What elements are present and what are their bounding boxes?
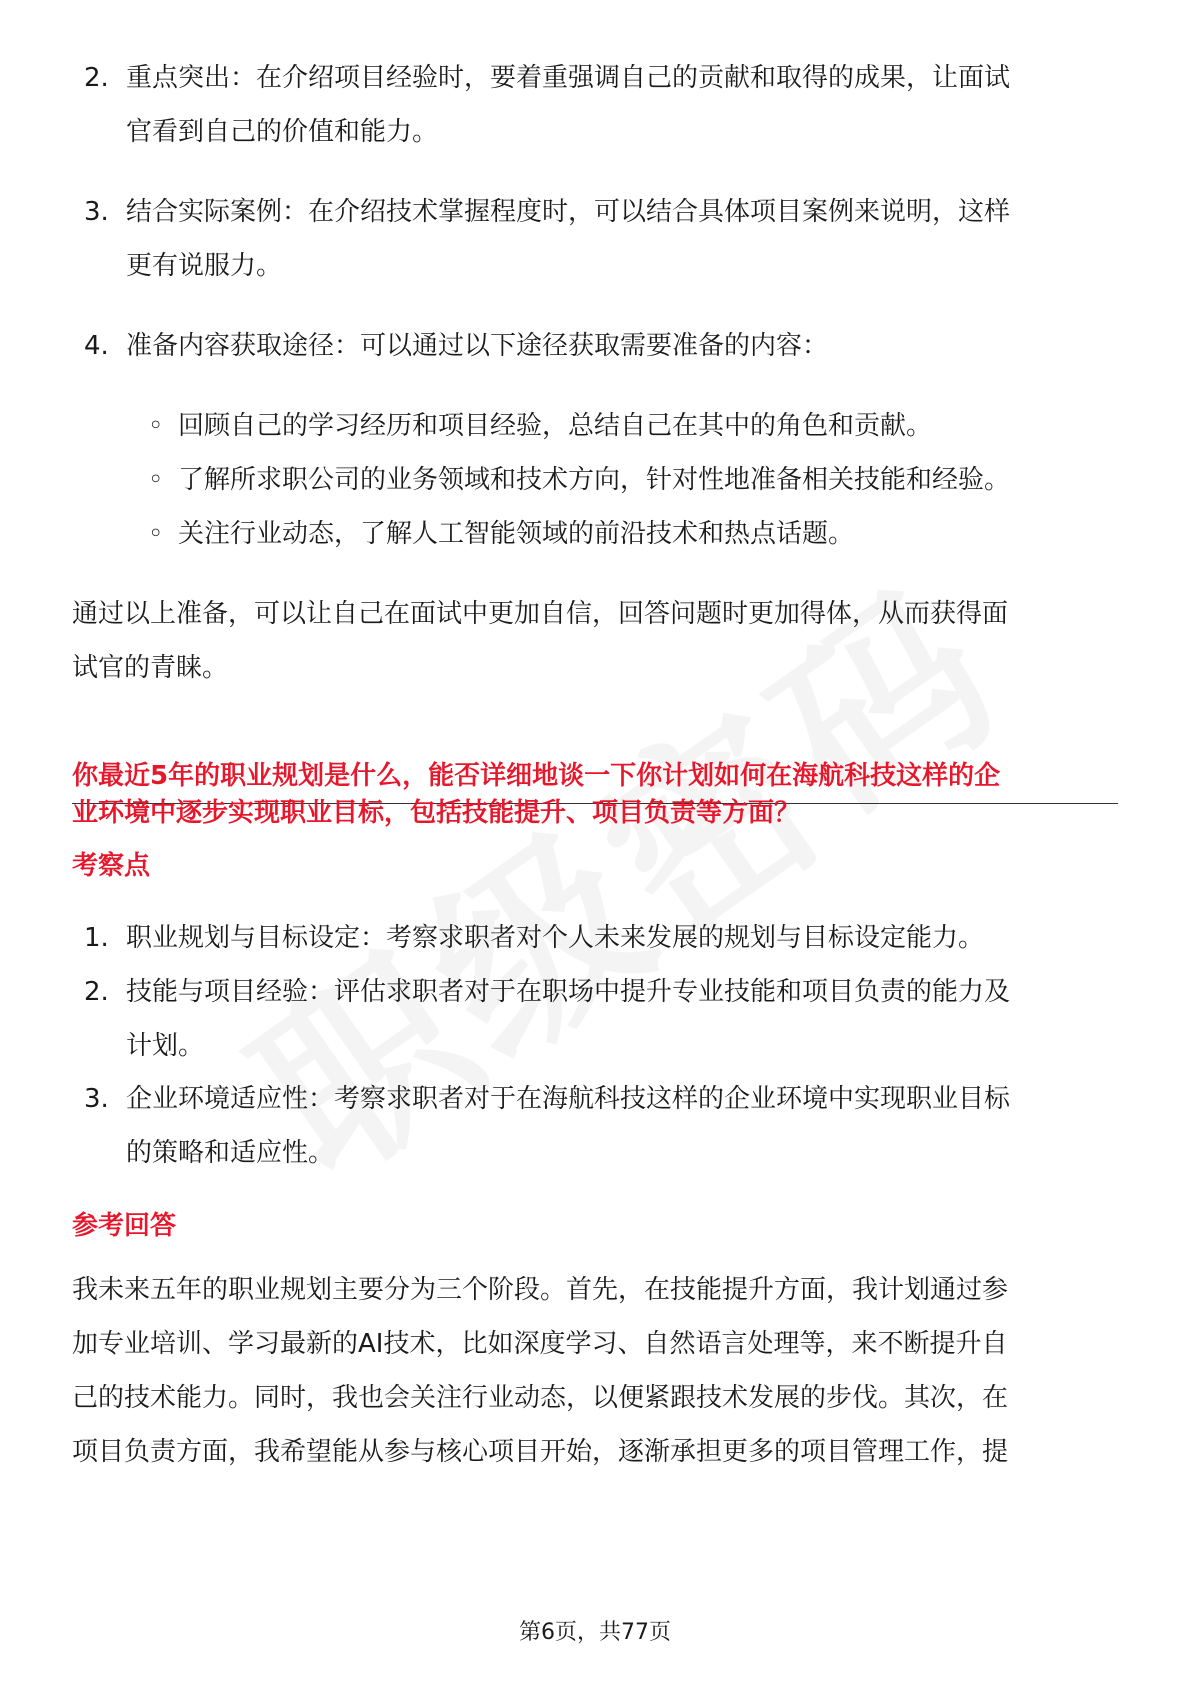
bullet-icon: ◦ <box>148 519 164 549</box>
document-page: 2. 重点突出：在介绍项目经验时，要着重强调自己的贡献和取得的成果，让面试 官看到自己的价值和能力。 3. 结合实际案例：在介绍技术掌握程度时，可以结合具体项目案例来说明，这样 更有说服力。 4. 准备内容获取途径：可以通过以下途径获取需要准备的内容： ◦ 回顾自己的学习经历和项目经验，总结自己在其中的角色和贡献。 ◦ 了解所求职公司的业务领域和技术方向，针对性地准备相关技能和经验。 ◦ 关注行业动态，了解人工智能领域的前沿技术和热点话题。 通过以上准备，可以让自己在面试中更加自信，回答问题时更加得体，从而获得面 试官的青睐。 你最近5年的职业规划是什么，能否详细地谈一下你计划如何在海航科技这样的企 业环境中逐步实现职业目标，包括技能提升、项目负责等方面？ 考察点 1. 职业规划与目标设定：考察求职者对个人未来发展的规划与目标设定能力。 2. 技能与项目经验：评估求职者对于在职场中提升专业技能和项目负责的能力及 计划。 3. 企业环境适应性：考察求职者对于在海航科技这样的企业环境中实现职业目标 的策略和适应性。 参考回答 我未来五年的职业规划主要分为三个阶段。首先，在技能提升方面，我计划通过参 加专业培训、学习最新的AI技术，比如深度学习、自然语言处理等，来不断提升自 己的技术能力。同时，我也会关注行业动态，以便紧跟技术发展的步伐。其次，在 项目负责方面，我希望能从参与核心项目开始，逐渐承担更多的项目管理工作，提 第6页，共77页 <box>0 0 1190 1684</box>
list-item-text: 更有说服力。 <box>126 251 283 281</box>
bullet-icon: ◦ <box>148 465 164 495</box>
bullet-icon: ◦ <box>148 411 164 441</box>
list-item-text: 官看到自己的价值和能力。 <box>126 117 439 147</box>
list-item-text: 结合实际案例：在介绍技术掌握程度时，可以结合具体项目案例来说明，这样 <box>126 197 1011 227</box>
list-item-text: 准备内容获取途径：可以通过以下途径获取需要准备的内容： <box>126 331 829 361</box>
page-footer: 第6页，共77页 <box>519 1620 671 1645</box>
list-item-text: 重点突出：在介绍项目经验时，要着重强调自己的贡献和取得的成果，让面试 <box>126 63 1011 93</box>
section-title-cankao: 参考回答 <box>72 1211 177 1241</box>
section-title-kaochadian: 考察点 <box>72 851 151 881</box>
